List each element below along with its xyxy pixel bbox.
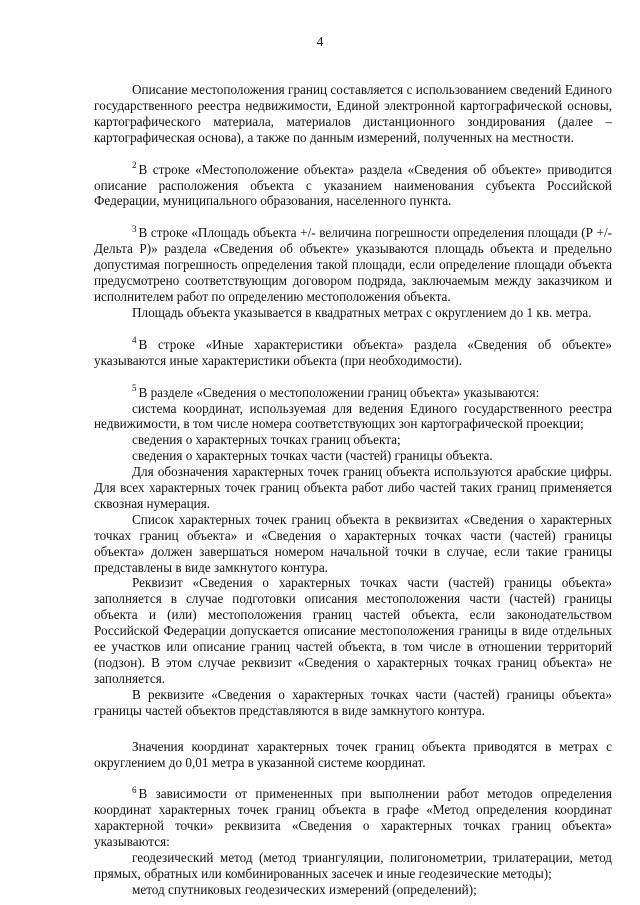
footnote-5-boundaries — [94, 385, 612, 401]
footnote-marker: 2 — [132, 160, 137, 171]
footnote-marker: 3 — [132, 223, 137, 234]
paragraph-area-units: Площадь объекта указывается в квадратных метрах с округлением до 1 кв. метра. — [132, 304, 592, 320]
footnote-5-text: В разделе «Сведения о местоположении границ объекта» указываются: — [138, 384, 540, 400]
footnote-marker: 6 — [132, 785, 137, 796]
list-item: сведения о характерных точках границ объекта; — [132, 432, 401, 448]
footnote-6-methods — [94, 786, 612, 850]
list-item: метод спутниковых геодезических измерений (определений); — [132, 881, 477, 897]
paragraph-requisite-parts: Реквизит «Сведения о характерных точках части (частей) границы объекта» заполняется в случае подготовки описания местоположения части (частей) границы объекта и (или) местоположения границ частей объекта, если законодательством Российской Федерации допускается описание местоположения границы в виде отдельных ее участков или описание границ частей объекта, в том числе в отношении территорий (подзон). В этом случае реквизит «Сведения о характерных точках границ объекта» не заполняется. — [94, 575, 612, 686]
footnote-3-text: В строке «Площадь объекта +/- величина погрешности определения площади (Р +/- Дельта Р)» раздела «Сведения об объекте» указываются площадь объекта и предельно допустимая погрешность определения такой площади, если определение площади объекта предусмотрено соответствующим договором подряда, заключаемым между заказчиком и исполнителем работ по определению местоположения объекта. — [94, 225, 612, 304]
paragraph-coordinate-precision: Значения координат характерных точек границ объекта приводятся в метрах с округлением до 0,01 метра в указанной системе координат. — [94, 738, 612, 770]
paragraph-data-sources: Описание местоположения границ составляется с использованием сведений Единого государственного реестра недвижимости, Единой электронной картографической основы, картографического материала, материалов дистанционного зондирования (далее – картографическая основа), а также по данным измерений, полученных на местности. — [94, 82, 612, 145]
footnote-2-location — [94, 162, 612, 210]
footnote-4-text: В строке «Иные характеристики объекта» раздела «Сведения об объекте» указываются иные характеристики объекта (при необходимости). — [94, 336, 612, 368]
footnote-3-area — [94, 225, 612, 305]
page-number: 4 — [316, 35, 324, 50]
footnote-marker: 5 — [132, 383, 137, 394]
footnote-6-text: В зависимости от примененных при выполнении работ методов определения координат характерных точек границ объекта в графе «Метод определения координат характерной точки» реквизита «Сведения о характерных точках границ объекта» указываются: — [94, 786, 612, 850]
footnote-4-other-characteristics — [94, 337, 612, 369]
document-body — [94, 82, 612, 898]
paragraph-closed-contour: В реквизите «Сведения о характерных точках части (частей) границы объекта» границы частей объектов представляются в виде замкнутого контура. — [94, 686, 612, 718]
list-item: система координат, используемая для ведения Единого государственного реестра недвижимости, в том числе номера соответствующих зон картографической проекции; — [94, 400, 612, 432]
paragraph-numbering: Для обозначения характерных точек границ объекта используются арабские цифры. Для всех характерных точек границ объекта работ либо частей таких границ применяется сквозная нумерация. — [94, 464, 612, 511]
footnote-marker: 4 — [132, 335, 137, 346]
footnote-2-text: В строке «Местоположение объекта» раздела «Сведения об объекте» приводится описание расположения объекта с указанием наименования субъекта Российской Федерации, муниципального образования, населенного пункта. — [94, 161, 612, 209]
paragraph-point-list: Список характерных точек границ объекта в реквизитах «Сведения о характерных точках границ объекта» и «Сведения о характерных точках части (частей) границы объекта» должен завершаться номером начальной точки в случае, если такие границы представлены в виде замкнутого контура. — [94, 511, 612, 575]
list-item: сведения о характерных точках части (частей) границы объекта. — [132, 448, 493, 464]
list-item: геодезический метод (метод триангуляции, полигонометрии, трилатерации, метод прямых, обратных или комбинированных засечек и иные геодезические методы); — [94, 850, 612, 881]
